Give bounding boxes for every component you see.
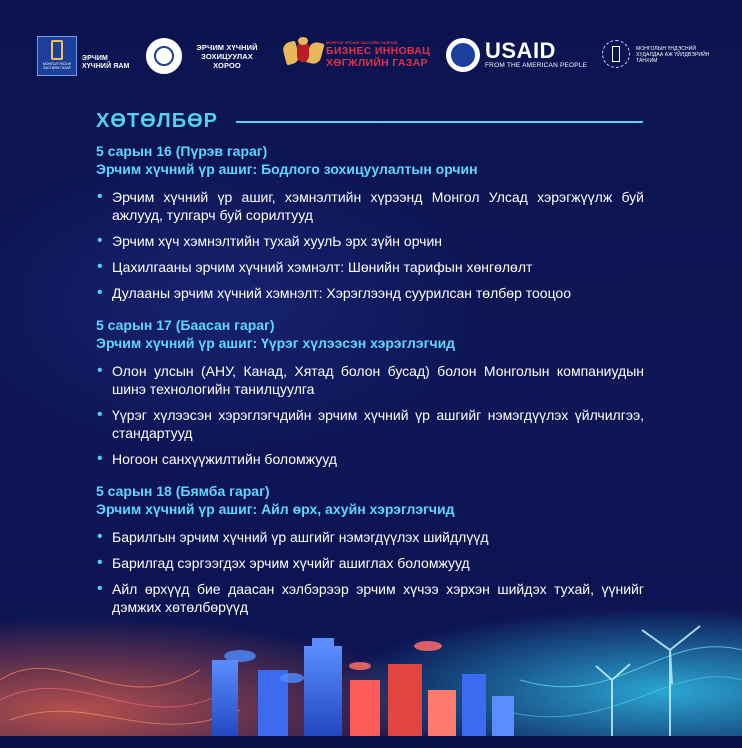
list-item: • Барилгын эрчим хүчний үр ашгийг нэмэгдүүлэх шийдлүүд [96,528,644,546]
page-title: ХӨТӨЛБӨР [96,110,218,132]
regulatory-logo [146,38,266,74]
list-item: • Эрчим хүчний үр ашиг, хэмнэлтийн хүрээнд Монгол Улсад хэрэгжүүлж буй ажлууд, тулгарч буй сорилтууд [96,188,644,224]
regulatory-seal-icon [146,38,182,74]
chamber-logo [598,36,716,74]
day-date: 5 сарын 18 (Бямба гараг) [96,483,270,499]
regulatory-name: ЭРЧИМ ХҮЧНИЙ ЗОХИЦУУЛАХ ХОРОО [196,42,258,70]
eagle-emblem-icon [283,36,323,72]
bic-name-line1: БИЗНЕС ИННОВАЦ [326,44,431,57]
usaid-logo [446,38,587,72]
topic-list [96,362,644,468]
usaid-seal-icon [446,38,480,72]
program-content [96,142,644,630]
day-date: 5 сарын 17 (Баасан гараг) [96,317,275,333]
day-section [96,316,644,468]
list-item: • Үүрэг хүлээсэн хэрэглэгчдийн эрчим хүчний үр ашгийг нэмэгдүүлэх үйлчилгээ, стандартууд [96,406,644,442]
bic-name-line2: ХӨГЖЛИЙН ГАЗАР [326,56,428,69]
title-divider [236,121,643,123]
day-date: 5 сарын 16 (Пүрэв гараг) [96,143,268,159]
day-title: Эрчим хүчний үр ашиг: Бодлого зохицуулалтын орчин [96,161,478,177]
ministry-name: ЭРЧИМ ХҮЧНИЙ ЯАМ [82,55,130,70]
list-item: • Цахилгааны эрчим хүчний хэмнэлт: Шөнийн тарифын хөнгөлөлт [96,258,644,276]
list-item: • Дулааны эрчим хүчний хэмнэлт: Хэрэглээнд суурилсан төлбөр тооцоо [96,284,644,302]
usaid-tagline: FROM THE AMERICAN PEOPLE [485,62,588,69]
ministry-logo [37,36,134,76]
bic-small-text: МОНГОЛ УЛСЫН ЗАСГИЙН ГАЗРЫН [326,39,398,45]
chamber-name: МОНГОЛЫН ҮНДЭСНИЙ ХУДАЛДАА АЖ ҮЙЛДВЭРИЙН ТАНХИМ [636,46,710,64]
day-title: Эрчим хүчний үр ашиг: Айл өрх, ахуйн хэрэглэгчид [96,501,455,517]
usaid-name: USAID [485,38,556,63]
day-section [96,142,644,302]
list-item: • Ногоон санхүүжилтийн боломжууд [96,450,644,468]
day-title: Эрчим хүчний үр ашиг: Үүрэг хүлээсэн хэрэглэгчид [96,335,456,351]
topic-list [96,188,644,302]
soyombo-icon [37,36,77,76]
ministry-emblem-text: МОНГОЛ УЛСЫН ЗАСГИЙН ГАЗАР [42,62,72,70]
chamber-emblem-icon [598,36,634,74]
bic-logo [283,36,430,72]
cityscape-illustration [0,560,742,748]
partner-logos [0,30,742,84]
list-item: • Олон улсын (АНУ, Канад, Хятад болон бусад) болон Монголын компаниудын шинэ технологийн танилцуулга [96,362,644,398]
list-item: • Эрчим хүч хэмнэлтийн тухай хуулЬ эрх зүйн орчин [96,232,644,250]
